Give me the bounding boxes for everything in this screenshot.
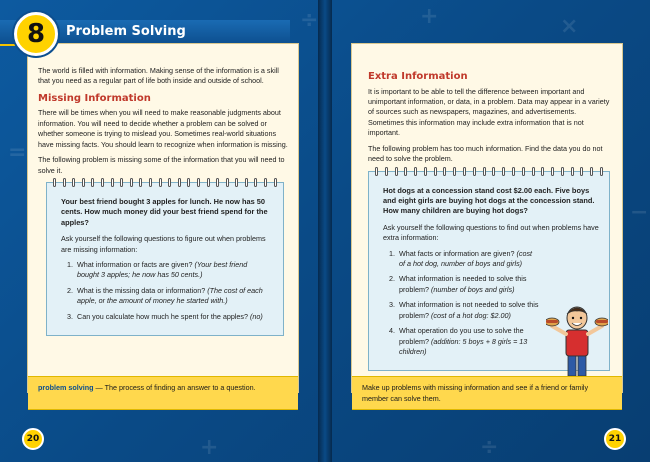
question-item: 1. What facts or information are given? (cost of a hot dog, number of boys and girls) — [397, 249, 539, 270]
section-heading: Missing Information — [38, 92, 151, 104]
page-number-left: 20 — [22, 428, 44, 450]
background-math-symbol: ÷ — [480, 435, 499, 460]
question-list — [397, 249, 539, 358]
ask-paragraph: Ask yourself the following questions to figure out when problems are missing information: — [61, 234, 266, 254]
background-math-symbol: = — [8, 140, 27, 165]
question-item: 3. Can you calculate how much he spent for the apples? (no) — [75, 312, 271, 322]
book-spine — [318, 0, 332, 462]
problem-statement: Your best friend bought 3 apples for lunch. He now has 50 cents. How much money did your best friend spend for the apples? — [61, 197, 268, 227]
question-item: 2. What information is needed to solve this problem? (number of boys and girls) — [397, 274, 539, 295]
page-number-right: 21 — [604, 428, 626, 450]
intro-paragraph: The world is filled with information. Making sense of the information is a skill that you need as a regular part of life both inside and outside of school. — [38, 66, 279, 86]
background-math-symbol: × — [560, 14, 579, 39]
vocabulary-term: problem solving — [38, 383, 94, 392]
activity-box — [352, 376, 622, 410]
spiral-binding — [53, 178, 277, 188]
section-heading: Extra Information — [368, 71, 468, 82]
lead-in-paragraph: The following problem is missing some of the information that you will need to solve it. — [38, 155, 285, 175]
vocabulary-definition: — The process of finding an answer to a question. — [93, 383, 256, 392]
right-page — [352, 44, 622, 392]
background-math-symbol: + — [420, 4, 439, 29]
activity-text: Make up problems with missing information and see if a friend or family member can solve them. — [362, 383, 589, 403]
vocabulary-box — [28, 376, 298, 410]
chapter-number-badge: 8 — [14, 12, 58, 56]
left-page — [28, 44, 298, 392]
background-math-symbol: + — [200, 435, 219, 460]
question-item: 3. What information is not needed to solve this problem? (cost of a hot dog: $2.00) — [397, 300, 539, 321]
spiral-binding — [375, 167, 603, 177]
question-list — [75, 260, 271, 322]
question-item: 2. What is the missing data or information? (The cost of each apple, or the amount of money he started with.) — [75, 286, 271, 307]
chapter-title: Problem Solving — [66, 24, 186, 39]
question-item: 1. What information or facts are given? (Your best friend bought 3 apples; he now has 50 cents.) — [75, 260, 271, 281]
ask-paragraph: Ask yourself the following questions to find out when problems have extra information: — [383, 222, 599, 243]
lead-in-paragraph: The following problem has too much information. Find the data you do not need to solve the problem. — [368, 143, 603, 164]
boy-holding-hot-dogs-illustration — [546, 302, 608, 384]
question-item: 4. What operation do you use to solve the problem? (addition: 5 boys + 8 girls = 13 children) — [397, 326, 539, 357]
section-paragraph: There will be times when you will need to make reasonable judgments about information. You will need to decide whether a problem can be solved or whether someone is trying to mislead you. Sometimes real-world situations have missing facts. You should learn to recognize when information is missing. — [38, 108, 288, 149]
background-math-symbol: − — [630, 200, 649, 225]
notebook-box — [46, 182, 284, 336]
section-paragraph: It is important to be able to tell the difference between important and unimportant information, or data, in a problem. Data may appear in a variety of sources such as newspapers, magazines, and advertisements. Sometimes this information may include extra information that is not important. — [368, 86, 610, 138]
problem-statement: Hot dogs at a concession stand cost $2.00 each. Five boys and eight girls are buying hot dogs at the concession stand. How many children are buying hot dogs? — [383, 185, 595, 216]
background-math-symbol: ÷ — [300, 8, 319, 33]
